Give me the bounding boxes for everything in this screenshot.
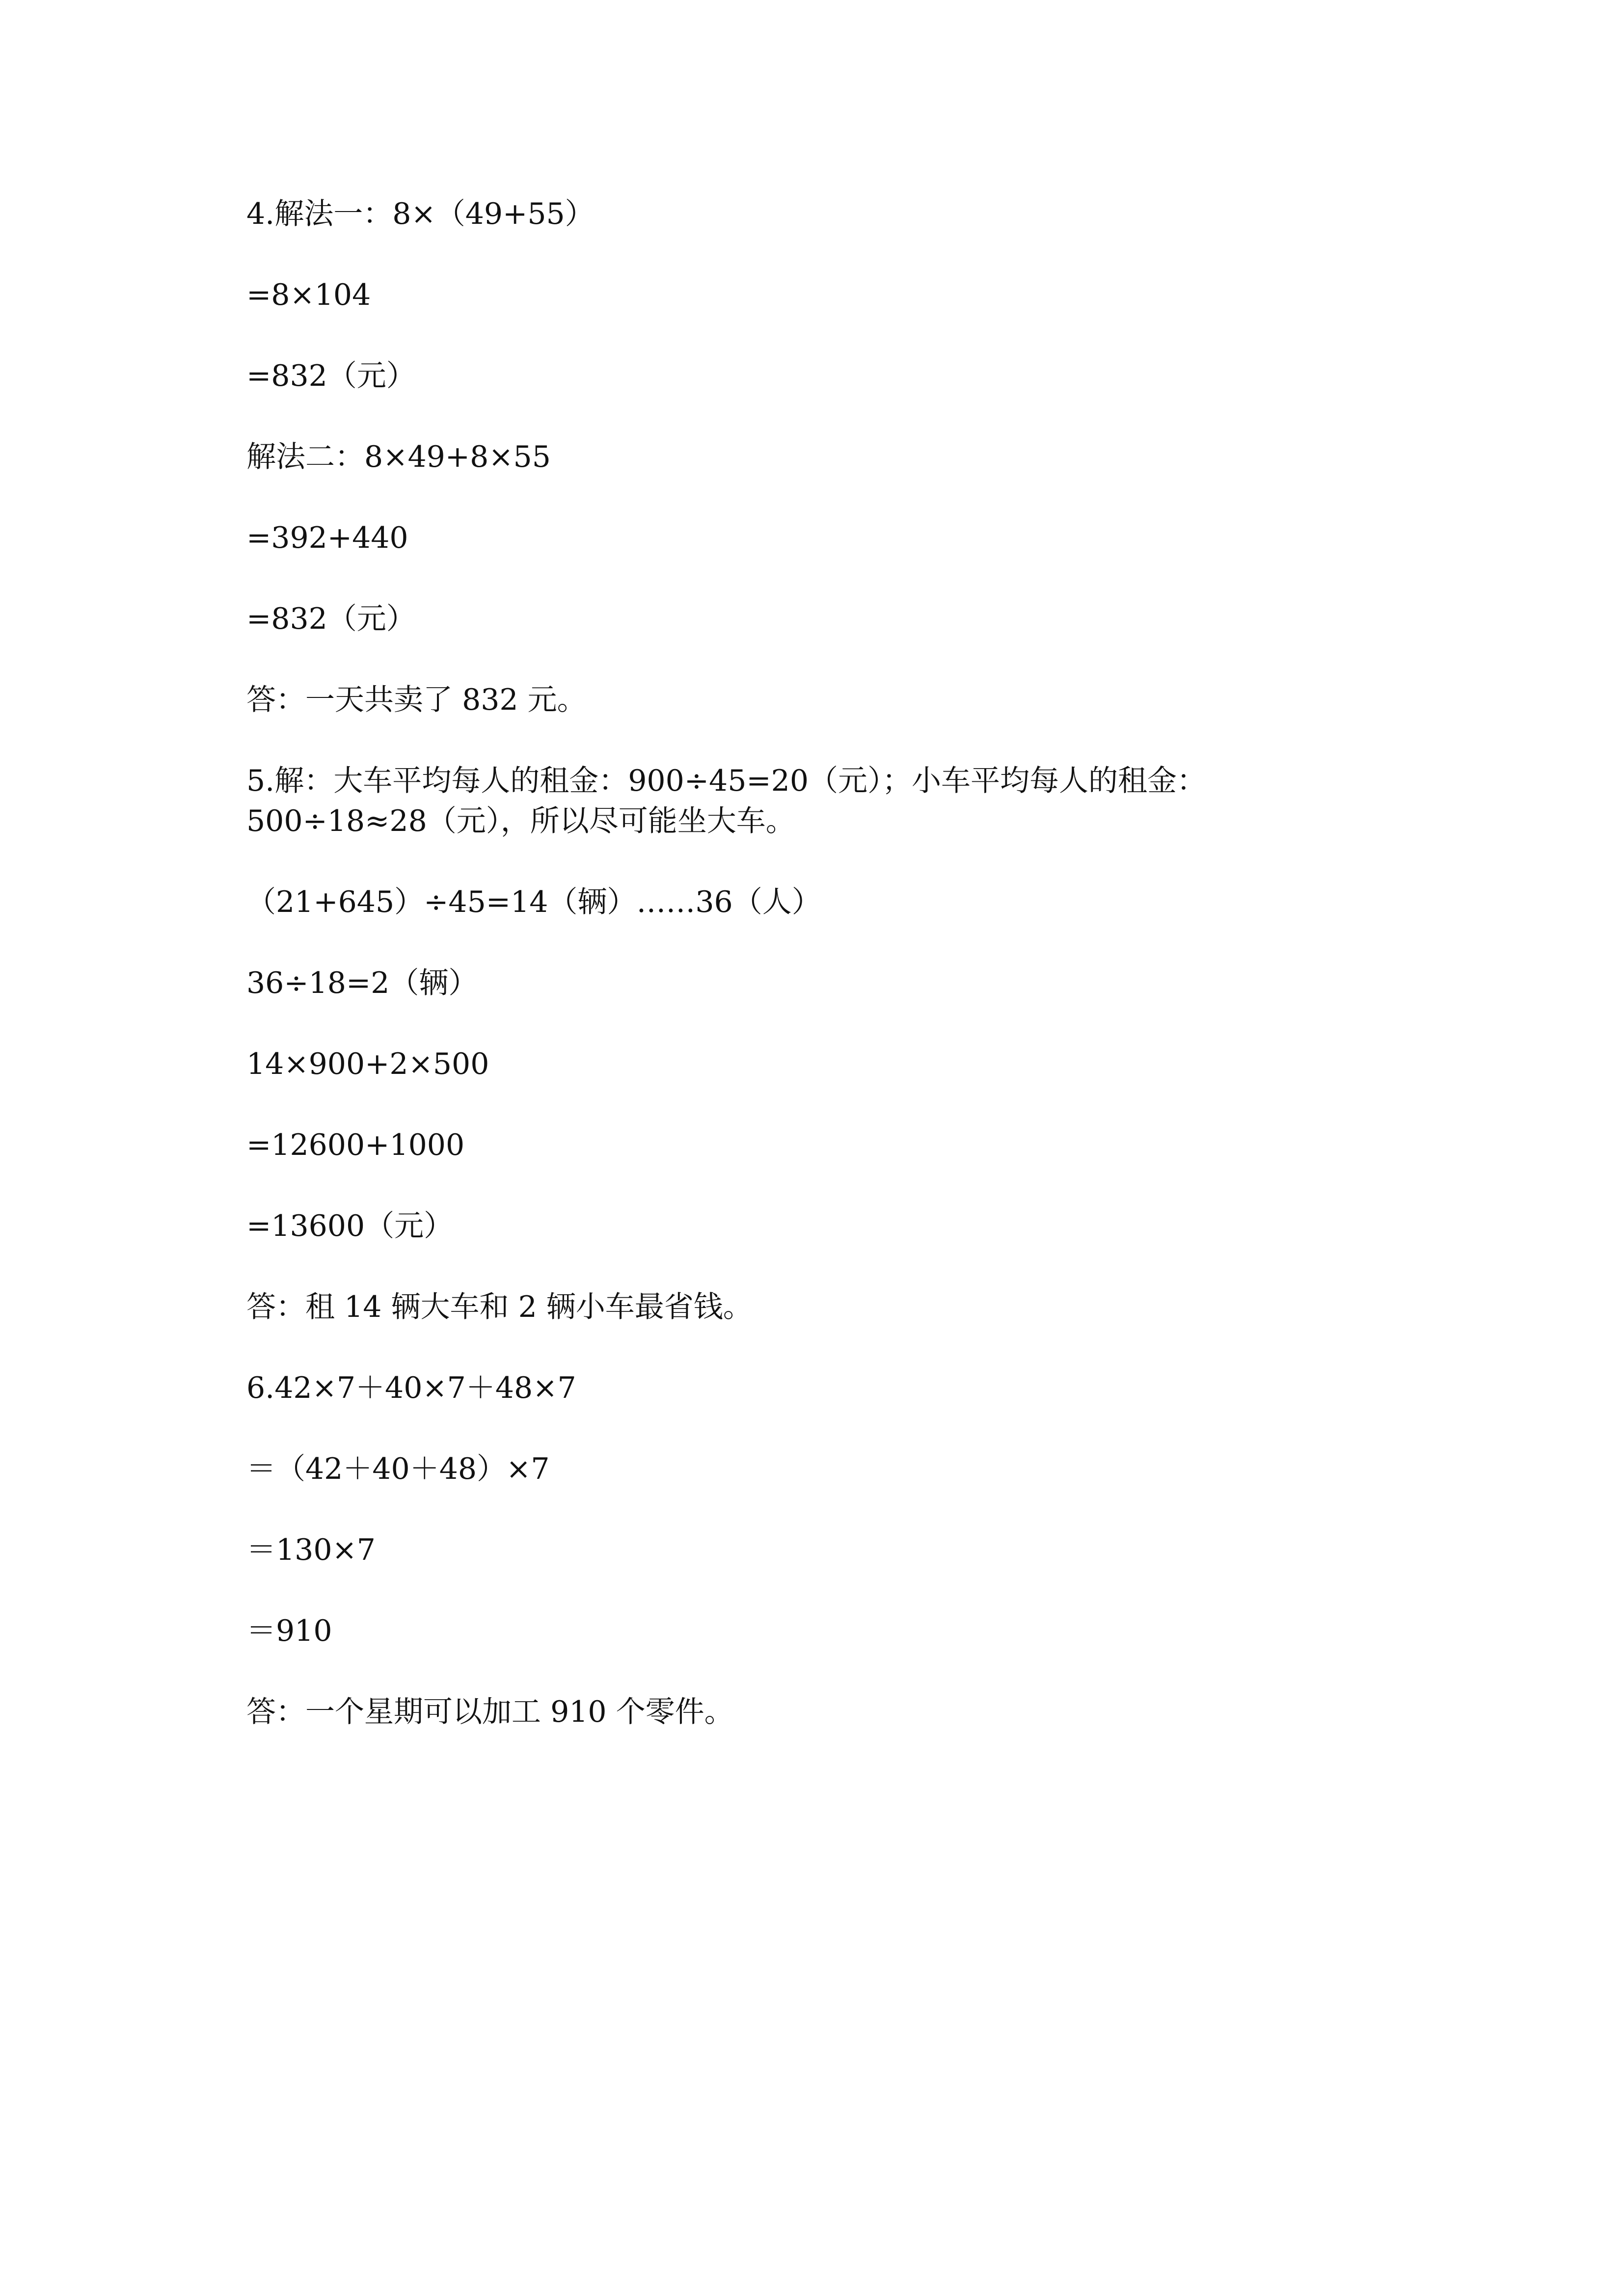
q4-solution-2-line-1: 解法二：8×49+8×55 (246, 440, 551, 474)
q4-solution-1-line-1: 4.解法一：8×（49+55） (246, 197, 595, 231)
q6-step-3: ＝130×7 (246, 1533, 376, 1567)
q5-step-3: 14×900+2×500 (246, 1047, 489, 1081)
q4-solution-1-line-2: =8×104 (246, 278, 371, 312)
q6-step-4: ＝910 (246, 1614, 332, 1648)
q5-step-4: =12600+1000 (246, 1128, 465, 1162)
q5-step-5: =13600（元） (246, 1209, 454, 1243)
q4-solution-2-line-3: =832（元） (246, 602, 416, 636)
q4-solution-1-line-3: =832（元） (246, 359, 416, 393)
q6-step-2: ＝（42＋40＋48）×7 (246, 1452, 550, 1486)
q5-step-1: （21+645）÷45=14（辆）……36（人） (246, 885, 821, 919)
q5-step-2: 36÷18=2（辆） (246, 966, 478, 1000)
q4-solution-2-line-2: =392+440 (246, 521, 408, 555)
answer-text-block (246, 194, 1376, 1773)
q5-explanation-line-2: 500÷18≈28（元），所以尽可能坐大车。 (246, 804, 795, 838)
q6-step-1: 6.42×7＋40×7＋48×7 (246, 1371, 576, 1405)
q5-explanation-line-1: 5.解：大车平均每人的租金：900÷45=20（元）；小车平均每人的租金： (246, 764, 1207, 798)
q5-answer: 答：租 14 辆大车和 2 辆小车最省钱。 (246, 1290, 753, 1324)
q6-answer: 答：一个星期可以加工 910 个零件。 (246, 1695, 734, 1729)
q4-answer: 答：一天共卖了 832 元。 (246, 683, 587, 717)
